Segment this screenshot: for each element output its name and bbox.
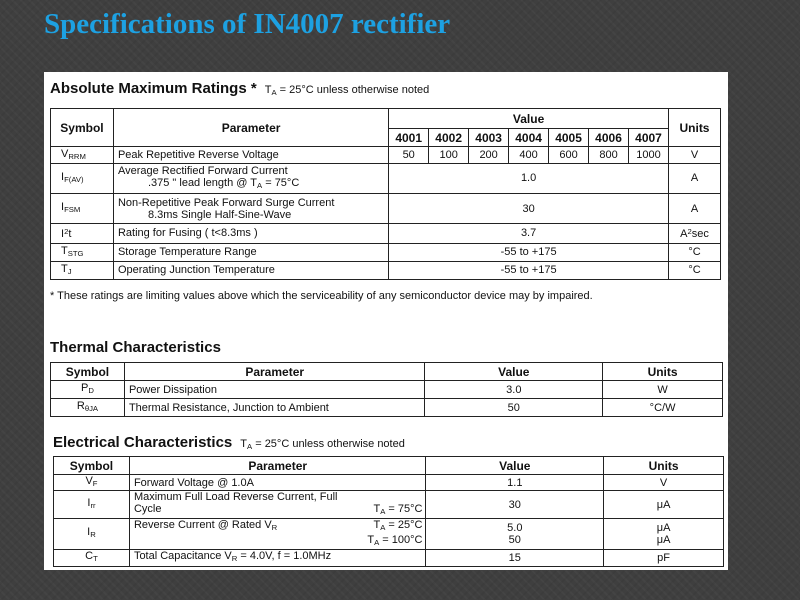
- table-row: [54, 519, 724, 550]
- parameter-cell: Forward Voltage @ 1.0A: [129, 475, 426, 491]
- unit-cell: V: [604, 475, 724, 491]
- amr-col-parameter: Parameter: [113, 109, 388, 147]
- table-row: [51, 399, 723, 417]
- parameter-cell: Average Rectified Forward Current .375 " lead length @ $T_A = 75^\circ C$: [113, 163, 388, 193]
- table-row: [51, 193, 721, 223]
- thermal-col-symbol: Symbol: [51, 363, 125, 381]
- value-cell: 30: [426, 491, 604, 519]
- parameter-cell: Storage Temperature Range: [113, 243, 388, 261]
- value-cell: 50: [389, 147, 429, 163]
- amr-col-units: Units: [668, 109, 720, 147]
- symbol-cell: $I^2t$: [51, 224, 114, 243]
- electrical-col-symbol: Symbol: [54, 457, 130, 475]
- value-cell: 1.0: [389, 163, 669, 193]
- value-cell: 30: [389, 193, 669, 223]
- unit-cell: W: [603, 381, 723, 399]
- parameter-cell: Operating Junction Temperature: [113, 261, 388, 279]
- table-row: [51, 163, 721, 193]
- unit-cell: °C: [668, 261, 720, 279]
- symbol-cell: $I_{F(AV)}$: [51, 163, 114, 193]
- value-cell: 400: [509, 147, 549, 163]
- parameter-cell: $T_A = 25^\circ C$ Reverse Current @ Rated $V_R$ $T_A = 100^\circ C$: [129, 519, 426, 550]
- part-number: 4001: [389, 129, 429, 147]
- parameter-cell: Power Dissipation: [124, 381, 425, 399]
- table-row: [54, 475, 724, 491]
- symbol-cell: $R_{\theta JA}$: [51, 399, 125, 417]
- part-number: 4005: [549, 129, 589, 147]
- table-row: [54, 491, 724, 519]
- parameter-cell: Total Capacitance $V_R = 4.0V$, f = 1.0MHz: [129, 549, 426, 566]
- part-number: 4004: [509, 129, 549, 147]
- datasheet-image: [44, 72, 728, 570]
- thermal-col-parameter: Parameter: [124, 363, 425, 381]
- value-cell: -55 to +175: [389, 261, 669, 279]
- table-row: [51, 224, 721, 243]
- value-cell: -55 to +175: [389, 243, 669, 261]
- thermal-table: [50, 362, 723, 417]
- table-row: [51, 243, 721, 261]
- parameter-cell: Peak Repetitive Reverse Voltage: [113, 147, 388, 163]
- unit-cell: $A^2\sec$: [668, 224, 720, 243]
- unit-cell: V: [668, 147, 720, 163]
- symbol-cell: $T_J$: [51, 261, 114, 279]
- unit-cell: °C/W: [603, 399, 723, 417]
- symbol-cell: $I_{FSM}$: [51, 193, 114, 223]
- amr-col-value: Value: [389, 109, 669, 129]
- table-row: [51, 261, 721, 279]
- electrical-col-parameter: Parameter: [129, 457, 426, 475]
- electrical-col-value: Value: [426, 457, 604, 475]
- parameter-cell: Maximum Full Load Reverse Current, Full Cycle $T_A = 75^\circ C$: [129, 491, 426, 519]
- value-cell: 1.1: [426, 475, 604, 491]
- symbol-cell: $T_{STG}$: [51, 243, 114, 261]
- value-cell: 800: [589, 147, 629, 163]
- amr-condition: $T_A = 25^\circ C$ unless otherwise noted: [264, 84, 430, 97]
- unit-cell: μA: [604, 491, 724, 519]
- parameter-cell: Non-Repetitive Peak Forward Surge Current 8.3ms Single Half-Sine-Wave: [113, 193, 388, 223]
- amr-table: [50, 108, 721, 280]
- value-cell: 1000: [629, 147, 669, 163]
- electrical-col-units: Units: [604, 457, 724, 475]
- value-cell: 3.0: [425, 381, 603, 399]
- amr-heading: [50, 80, 429, 97]
- table-row: [54, 549, 724, 566]
- amr-col-symbol: Symbol: [51, 109, 114, 147]
- value-cell: 3.7: [389, 224, 669, 243]
- electrical-heading: [53, 434, 405, 451]
- value-cell: 200: [469, 147, 509, 163]
- table-row: [51, 147, 721, 163]
- value-cell: 5.0 50: [426, 519, 604, 550]
- parameter-cell: Rating for Fusing ( t<8.3ms ): [113, 224, 388, 243]
- symbol-cell: $C_T$: [54, 549, 130, 566]
- amr-footnote: * These ratings are limiting values above which the serviceability of any semiconductor device may by impaired.: [50, 290, 593, 302]
- symbol-cell: $P_D$: [51, 381, 125, 399]
- electrical-table: [53, 456, 724, 567]
- symbol-cell: $V_{RRM}$: [51, 147, 114, 163]
- unit-cell: A: [668, 193, 720, 223]
- slide-title: Specifications of IN4007 rectifier: [44, 8, 451, 40]
- thermal-heading: Thermal Characteristics: [50, 339, 221, 356]
- part-number: 4007: [629, 129, 669, 147]
- condition-text: $T_A = 75^\circ C$: [373, 503, 423, 516]
- thermal-col-value: Value: [425, 363, 603, 381]
- unit-cell: μA μA: [604, 519, 724, 550]
- electrical-condition: $T_A = 25^\circ C$ unless otherwise noted: [240, 438, 405, 451]
- symbol-cell: $I_R$: [54, 519, 130, 550]
- unit-cell: A: [668, 163, 720, 193]
- value-cell: 15: [426, 549, 604, 566]
- amr-heading-text: Absolute Maximum Ratings *: [50, 80, 257, 97]
- value-cell: 50: [425, 399, 603, 417]
- unit-cell: pF: [604, 549, 724, 566]
- symbol-cell: $I_{rr}$: [54, 491, 130, 519]
- unit-cell: °C: [668, 243, 720, 261]
- part-number: 4003: [469, 129, 509, 147]
- symbol-cell: $V_F$: [54, 475, 130, 491]
- table-row: [51, 381, 723, 399]
- parameter-cell: Thermal Resistance, Junction to Ambient: [124, 399, 425, 417]
- value-cell: 600: [549, 147, 589, 163]
- electrical-heading-text: Electrical Characteristics: [53, 434, 233, 451]
- thermal-col-units: Units: [603, 363, 723, 381]
- part-number: 4002: [429, 129, 469, 147]
- condition-text: $T_A = 100^\circ C$: [367, 533, 423, 547]
- condition-text: $T_A = 25^\circ C$: [373, 519, 423, 532]
- value-cell: 100: [429, 147, 469, 163]
- part-number: 4006: [589, 129, 629, 147]
